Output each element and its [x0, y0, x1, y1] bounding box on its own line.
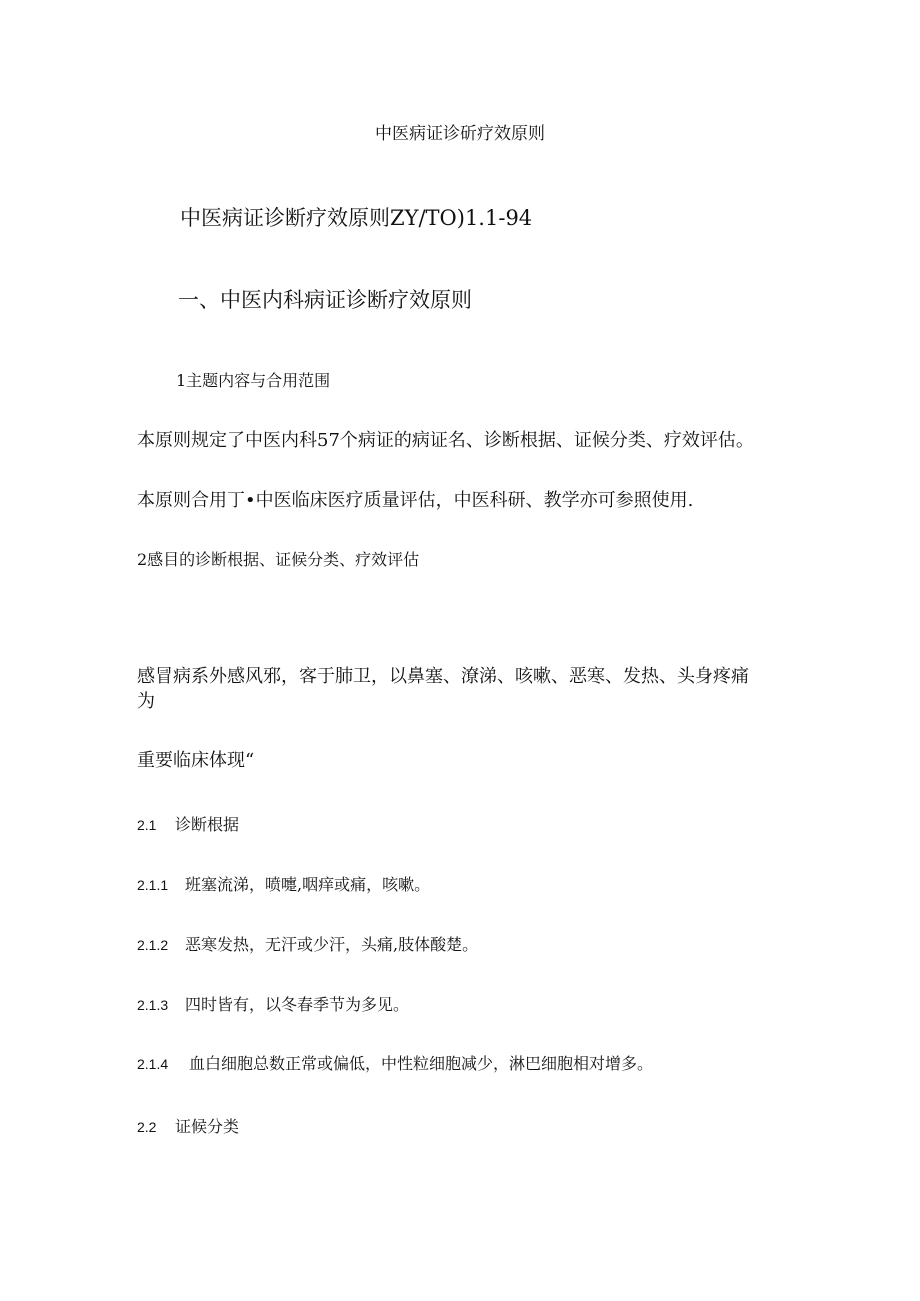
paragraph-clinical-manifestation: 重要临床体现“	[137, 750, 255, 771]
item-2-1-1	[137, 877, 430, 893]
paragraph-scope-2: 本原则合用丁•中医临床医疗质量评估，中医科研、教学亦可参照使用.	[137, 490, 694, 511]
item-2-1-2	[137, 937, 478, 953]
document-title: 中医病证诊斫疗效原则	[375, 124, 545, 144]
item-number: 2.1.1	[137, 877, 169, 893]
item-syndrome-classification	[137, 1119, 239, 1135]
item-number: 2.1.4	[137, 1056, 169, 1072]
item-text: 血白细胞总数正常或偏低，中性粒细胞减少，淋巴细胞相对增多。	[189, 1054, 654, 1073]
item-number: 2.1	[137, 817, 157, 833]
item-2-1-3	[137, 997, 409, 1013]
item-2-1-4	[137, 1056, 653, 1072]
paragraph-scope-1: 本原则规定了中医内科57个病证的病证名、诊断根据、证候分类、疗效评估。	[137, 430, 754, 451]
item-text: 恶寒发热，无汗或少汗，头痛,肢体酸楚。	[185, 935, 479, 954]
item-text: 诊断根据	[175, 815, 240, 834]
section-heading-cold: 2感目的诊断根据、证候分类、疗效评估	[137, 550, 420, 569]
item-number: 2.1.3	[137, 997, 169, 1013]
chapter-heading: 一、中医内科病证诊断疗效原则	[178, 288, 472, 312]
paragraph-cold-definition-continued: 为	[137, 691, 155, 712]
item-text: 证候分类	[175, 1117, 240, 1136]
paragraph-cold-definition: 感冒病系外感风邪，客于肺卫，以鼻塞、潦涕、咳嗽、恶寒、发热、头身疼痛	[137, 666, 749, 687]
item-number: 2.1.2	[137, 937, 169, 953]
section-heading-scope: 1主题内容与合用范围	[176, 371, 331, 390]
standard-heading: 中医病证诊断疗效原则ZY/TO)1.1-94	[180, 206, 533, 230]
item-text: 班塞流涕，喷嚏,咽痒或痛，咳嗽。	[185, 875, 431, 894]
item-diagnosis-basis	[137, 817, 239, 833]
item-text: 四时皆有，以冬春季节为多见。	[185, 995, 410, 1014]
item-number: 2.2	[137, 1119, 157, 1135]
